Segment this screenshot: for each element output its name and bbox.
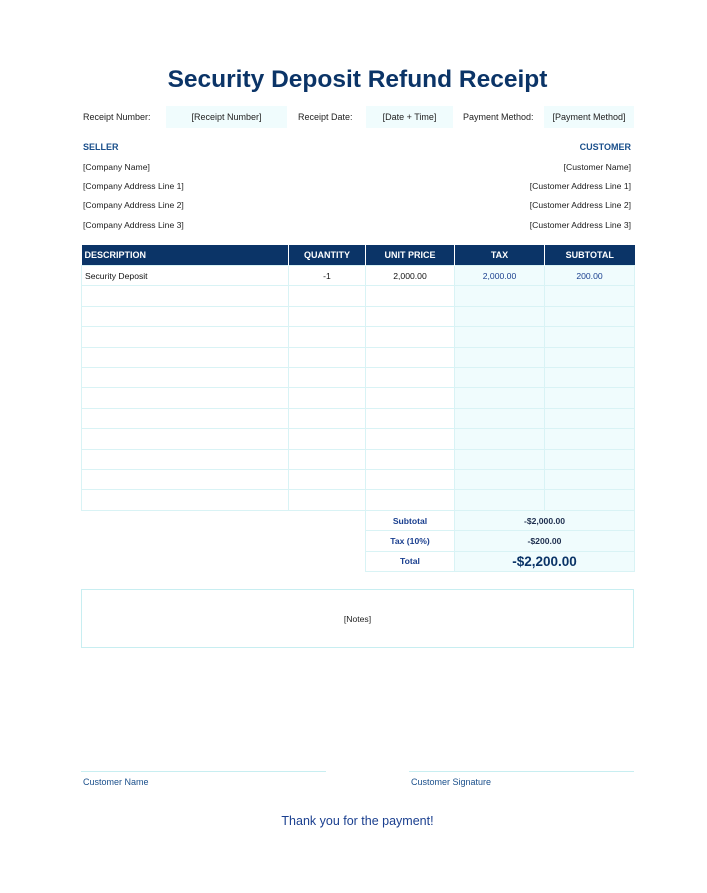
totals-table	[365, 510, 635, 572]
cell-unit-price[interactable]	[366, 469, 455, 489]
cell-subtotal[interactable]	[545, 347, 635, 367]
seller-address-line-3: [Company Address Line 3]	[83, 220, 184, 230]
cell-description[interactable]	[82, 429, 289, 449]
table-row	[82, 347, 635, 367]
table-row	[82, 408, 635, 428]
cell-subtotal[interactable]	[545, 306, 635, 326]
cell-subtotal[interactable]	[545, 449, 635, 469]
tax-label: Tax (10%)	[366, 531, 455, 551]
items-table	[81, 245, 635, 511]
cell-subtotal[interactable]	[545, 327, 635, 347]
cell-description[interactable]	[82, 408, 289, 428]
cell-subtotal[interactable]	[545, 490, 635, 510]
cell-description[interactable]	[82, 306, 289, 326]
cell-unit-price[interactable]: 2,000.00	[366, 266, 455, 286]
cell-quantity[interactable]	[289, 388, 366, 408]
cell-quantity[interactable]	[289, 286, 366, 306]
cell-subtotal[interactable]	[545, 408, 635, 428]
seller-heading: SELLER	[83, 142, 119, 152]
cell-unit-price[interactable]	[366, 367, 455, 387]
total-row	[366, 551, 635, 571]
cell-unit-price[interactable]	[366, 347, 455, 367]
customer-heading: CUSTOMER	[579, 142, 631, 152]
cell-tax[interactable]	[455, 306, 545, 326]
receipt-date-label: Receipt Date:	[298, 112, 353, 122]
cell-quantity[interactable]	[289, 408, 366, 428]
cell-tax[interactable]: 2,000.00	[455, 266, 545, 286]
cell-subtotal[interactable]	[545, 388, 635, 408]
col-header-unit-price: UNIT PRICE	[366, 245, 455, 266]
table-row	[82, 388, 635, 408]
cell-tax[interactable]	[455, 429, 545, 449]
notes-box[interactable]	[81, 589, 634, 648]
seller-address-line-1: [Company Address Line 1]	[83, 181, 184, 191]
col-header-subtotal: SUBTOTAL	[545, 245, 635, 266]
cell-unit-price[interactable]	[366, 490, 455, 510]
table-row	[82, 490, 635, 510]
col-header-description: DESCRIPTION	[82, 245, 289, 266]
cell-quantity[interactable]	[289, 449, 366, 469]
table-row	[82, 327, 635, 347]
receipt-date-field[interactable]: [Date + Time]	[366, 106, 453, 128]
receipt-number-field[interactable]: [Receipt Number]	[166, 106, 287, 128]
table-row	[82, 449, 635, 469]
cell-unit-price[interactable]	[366, 429, 455, 449]
cell-description[interactable]	[82, 367, 289, 387]
table-row	[82, 286, 635, 306]
cell-quantity[interactable]	[289, 367, 366, 387]
cell-description[interactable]	[82, 449, 289, 469]
cell-description[interactable]	[82, 388, 289, 408]
cell-quantity[interactable]	[289, 306, 366, 326]
cell-tax[interactable]	[455, 408, 545, 428]
table-row	[82, 266, 635, 286]
cell-tax[interactable]	[455, 286, 545, 306]
cell-quantity[interactable]: -1	[289, 266, 366, 286]
cell-tax[interactable]	[455, 469, 545, 489]
col-header-quantity: QUANTITY	[289, 245, 366, 266]
cell-tax[interactable]	[455, 490, 545, 510]
notes-text: [Notes]	[343, 613, 372, 624]
payment-method-field[interactable]: [Payment Method]	[544, 106, 634, 128]
subtotal-label: Subtotal	[366, 511, 455, 531]
customer-address-line-2: [Customer Address Line 2]	[529, 200, 631, 210]
cell-quantity[interactable]	[289, 347, 366, 367]
subtotal-row	[366, 511, 635, 531]
customer-name: [Customer Name]	[563, 162, 631, 172]
cell-unit-price[interactable]	[366, 388, 455, 408]
table-row	[82, 306, 635, 326]
cell-unit-price[interactable]	[366, 449, 455, 469]
receipt-number-label: Receipt Number:	[83, 112, 151, 122]
cell-tax[interactable]	[455, 388, 545, 408]
cell-unit-price[interactable]	[366, 286, 455, 306]
page-title: Security Deposit Refund Receipt	[167, 66, 548, 93]
customer-name-label: Customer Name	[83, 777, 149, 787]
table-row	[82, 429, 635, 449]
cell-unit-price[interactable]	[366, 306, 455, 326]
cell-unit-price[interactable]	[366, 408, 455, 428]
customer-address-line-3: [Customer Address Line 3]	[529, 220, 631, 230]
cell-tax[interactable]	[455, 327, 545, 347]
cell-description[interactable]: Security Deposit	[82, 266, 289, 286]
cell-description[interactable]	[82, 286, 289, 306]
total-value: -$2,200.00	[455, 551, 635, 571]
cell-tax[interactable]	[455, 367, 545, 387]
cell-tax[interactable]	[455, 347, 545, 367]
cell-description[interactable]	[82, 327, 289, 347]
cell-quantity[interactable]	[289, 327, 366, 347]
total-label: Total	[366, 551, 455, 571]
customer-address-line-1: [Customer Address Line 1]	[529, 181, 631, 191]
payment-method-label: Payment Method:	[463, 112, 534, 122]
cell-subtotal[interactable]	[545, 469, 635, 489]
cell-quantity[interactable]	[289, 490, 366, 510]
table-row	[82, 367, 635, 387]
items-body	[82, 266, 635, 511]
cell-tax[interactable]	[455, 449, 545, 469]
tax-value: -$200.00	[455, 531, 635, 551]
cell-subtotal[interactable]: 200.00	[545, 266, 635, 286]
cell-unit-price[interactable]	[366, 327, 455, 347]
cell-description[interactable]	[82, 347, 289, 367]
cell-subtotal[interactable]	[545, 367, 635, 387]
items-header-row	[82, 245, 635, 266]
table-row	[82, 469, 635, 489]
cell-quantity[interactable]	[289, 469, 366, 489]
seller-address-line-2: [Company Address Line 2]	[83, 200, 184, 210]
customer-signature-line	[409, 771, 634, 772]
thank-you-message: Thank you for the payment!	[281, 814, 434, 828]
customer-signature-label: Customer Signature	[411, 777, 492, 787]
cell-quantity[interactable]	[289, 429, 366, 449]
cell-subtotal[interactable]	[545, 286, 635, 306]
tax-row	[366, 531, 635, 551]
cell-description[interactable]	[82, 469, 289, 489]
customer-name-line	[81, 771, 326, 772]
cell-description[interactable]	[82, 490, 289, 510]
subtotal-value: -$2,000.00	[455, 511, 635, 531]
cell-subtotal[interactable]	[545, 429, 635, 449]
col-header-tax: TAX	[455, 245, 545, 266]
seller-company-name: [Company Name]	[83, 162, 150, 172]
